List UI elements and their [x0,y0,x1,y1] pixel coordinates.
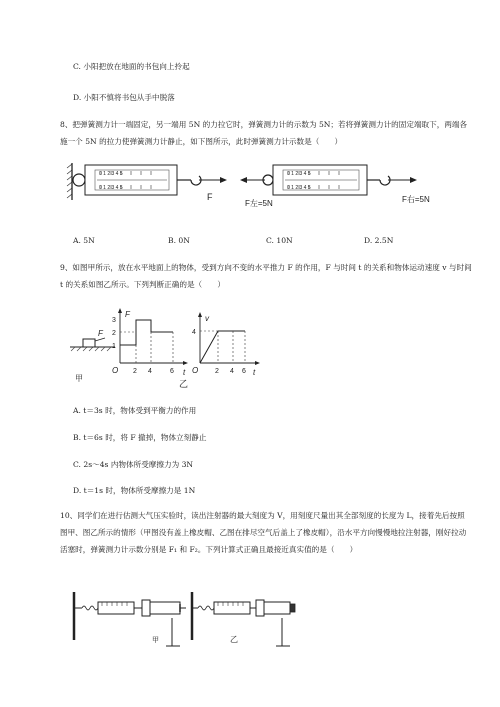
v-graph-origin: O [192,366,199,375]
q7-option-d: D. 小阳不慎将书包从手中脱落 [73,93,175,102]
v-graph-xtick-2: 2 [215,368,219,375]
q9-option-b: B. t＝6s 时，将 F 撤掉，物体立刻静止 [73,433,207,442]
q9-label-yi: 乙 [179,379,189,389]
q8-option-d: D. 2.5N [364,236,394,245]
q9-option-d: D. t＝1s 时，物体所受摩擦力是 1N [73,486,196,495]
f-graph-ylabel: F [125,310,130,319]
q8-spring-scale-figure [65,160,465,220]
syringe-setup-yi [192,592,295,646]
f-graph-xtick-6: 6 [170,368,174,375]
svg-text:0 1 2 3 4 5: 0 1 2 3 4 5 [287,171,311,177]
q7-option-c: C. 小阳把放在地面的书包向上拎起 [73,62,190,71]
q9-figure [65,305,265,397]
f-graph-xlabel: t [183,368,186,377]
v-graph-ytick-4: 4 [192,329,196,336]
q10-stem: 10、同学们在进行估测大气压实验时，读出注射器的最大刻度为 V，用刻度尺量出其全部刻度的长度为 L，接着先后按照图甲、图乙所示的情形（甲图没有盖上橡皮帽、乙图在排尽空气后盖上了橡皮帽），沿水平方向慢慢地拉注射器，刚好拉动活塞时，弹簧测力计示数分别是 F₁ 和 F₂。下列计算式正确且最接近真实值的是（ ） [60,511,467,554]
v-graph-xlabel: t [253,368,256,377]
syringe-setup-jia [74,592,186,646]
svg-text:0 1 2 3 4 5: 0 1 2 3 4 5 [99,171,123,177]
q9-option-a: A. t＝3s 时，物体受到平衡力的作用 [73,406,197,415]
f-graph-ytick-3: 3 [112,317,116,324]
q10-label-jia: 甲 [152,637,159,644]
q8-force-label-left: F左=5N [245,199,273,208]
q8-force-label-f: F [207,192,213,202]
q10-syringe-figure [70,588,300,650]
q9-label-jia: 甲 [75,374,83,383]
f-graph-xtick-4: 4 [148,368,152,375]
f-graph-ytick-1: 1 [112,343,116,350]
spring-scale-2 [240,165,417,195]
spring-scale-1 [73,165,227,195]
svg-text:0 1 2 3 4 5: 0 1 2 3 4 5 [99,185,123,191]
v-graph-xtick-4: 4 [230,368,234,375]
q9-option-c: C. 2s～4s 内物体所受摩擦力为 3N [73,460,194,469]
q8-stem: 8、把弹簧测力计一端固定，另一端用 5N 的力拉它时，弹簧测力计的示数为 5N；若将弹簧测力计的固定端取下，两端各施一个 5N 的拉力使弹簧测力计静止，如下图所示，此时弹簧测力计示数是（ ） [60,120,468,146]
svg-text:0 1 2 3 4 5: 0 1 2 3 4 5 [287,185,311,191]
q8-option-b: B. 0N [168,236,190,245]
q9-stem: 9、如图甲所示，放在水平地面上的物体，受到方向不变的水平推力 F 的作用，F 与时间 t 的关系和物体运动速度 v 与时间 t 的关系如图乙所示。下列判断正确的是（ ） [60,263,472,289]
f-graph-ytick-2: 2 [112,330,116,337]
v-graph-xtick-6: 6 [242,368,246,375]
f-graph-origin: O [112,366,119,375]
q10-label-yi: 乙 [230,635,238,644]
q8-option-a: A. 5N [73,236,95,245]
f-graph-xtick-2: 2 [133,368,137,375]
q8-force-label-right: F右=5N [402,195,430,204]
q9-force-label: F [98,329,103,338]
wall-icon [67,163,72,200]
q8-option-c: C. 10N [266,236,293,245]
block-on-ground [70,338,115,351]
v-graph-ylabel: v [205,314,209,323]
